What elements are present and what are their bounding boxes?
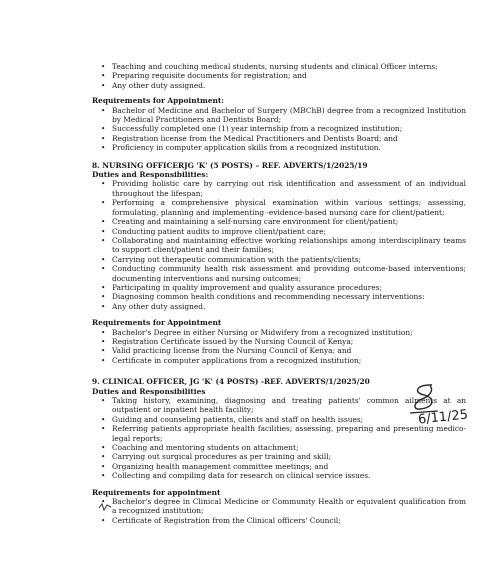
list-item: • Collecting and compiling data for research on clinical service issues.: [98, 471, 466, 480]
list-item: • Guiding and counseling patients, clients and staff on health issues;: [98, 415, 466, 424]
section-8-requirements-list: [92, 328, 466, 366]
list-item: • Carrying out therapeutic communication with the patients/clients;: [98, 255, 466, 264]
list-item: • Participating in quality improvement and quality assurance procedures;: [98, 283, 466, 292]
list-item: • Valid practicing license from the Nursing Council of Kenya; and: [98, 346, 466, 355]
section-8-duties-heading: Duties and Responsibilities:: [92, 170, 209, 180]
list-item: • Carrying out surgical procedures as per training and skill;: [98, 452, 466, 461]
list-item: • Bachelor's Degree in either Nursing or Midwifery from a recognized institution;: [98, 328, 466, 337]
handwritten-date: 6/11/25: [417, 407, 469, 428]
handwritten-mark: [98, 497, 112, 507]
list-item: • Diagnosing common health conditions and recommending necessary interventions:: [98, 292, 466, 301]
list-item: • Conducting community health risk assessment and providing outcome-based interventions; documenting interventions and nursing outcomes;: [98, 264, 466, 283]
list-item: • Certificate of Registration from the Clinical officers' Council;: [98, 516, 466, 525]
list-item: • Bachelor of Medicine and Bachelor of Surgery (MBChB) degree from a recognized Institution by Medical Practitioners and Dentists Board;: [98, 106, 466, 125]
list-item: • Registration license from the Medical Practitioners and Dentists Board; and: [98, 134, 466, 143]
section-8-title: 8. NURSING OFFICERJG 'K' (5 POSTS) – REF. ADVERTS/1/2025/19: [92, 160, 368, 170]
list-item: • Referring patients appropriate health facilities; assessing, preparing and presenting medico-legal reports;: [98, 424, 466, 443]
section-9-title: 9. CLINICAL OFFICER, JG 'K' (4 POSTS) -REF. ADVERTS/1/2025/20: [92, 377, 370, 387]
intro-list: [92, 62, 466, 90]
list-item: • Performing a comprehensive physical examination within various settings; assessing, formulating, planning and implementing -evidence-based nursing care for client/patient;: [98, 198, 466, 217]
section-9-requirements-list: [92, 497, 466, 525]
list-item: • Registration Certificate issued by the Nursing Council of Kenya;: [98, 337, 466, 346]
list-item: • Organizing health management committee meetings; and: [98, 462, 466, 471]
list-item: • Providing holistic care by carrying out risk identification and assessment of an individual throughout the lifespan;: [98, 179, 466, 198]
section-9-requirements-heading: Requirements for appointment: [92, 487, 221, 497]
list-item: • Proficiency in computer application skills from a recognized institution.: [98, 143, 466, 152]
requirements-list: [92, 106, 466, 153]
list-item: • Successfully completed one (1) year internship from a recognized institution;: [98, 124, 466, 133]
section-8-requirements-heading: Requirements for Appointment: [92, 318, 222, 328]
list-item: • Certificate in computer applications from a recognized institution;: [98, 356, 466, 365]
list-item: • Collaborating and maintaining effective working relationships among interdisciplinary teams to support client/patient and their families;: [98, 236, 466, 255]
list-item: • Conducting patient audits to improve client/patient care;: [98, 227, 466, 236]
list-item: • Any other duty assigned.: [98, 81, 466, 90]
list-item: • Preparing requisite documents for registration; and: [98, 71, 466, 80]
document-body: [92, 62, 469, 525]
list-item: • Teaching and couching medical students, nursing students and clinical Officer interns;: [98, 62, 466, 71]
list-item: • Taking history, examining, diagnosing and treating patients' common ailments at an outpatient or inpatient health facility;: [98, 396, 466, 415]
section-9-duties-heading: Duties and Responsibilities: [92, 386, 206, 396]
list-item: • Bachelor's degree in Clinical Medicine or Community Health or equivalent qualification from a recognized institution;: [98, 497, 466, 516]
list-item: • Any other duty assigned.: [98, 302, 466, 311]
requirements-heading: Requirements for Appointment:: [92, 96, 225, 106]
list-item: • Creating and maintaining a self-nursing care environment for client/patient;: [98, 217, 466, 226]
section-8-duties-list: [92, 179, 466, 311]
list-item: • Coaching and mentoring students on attachment;: [98, 443, 466, 452]
